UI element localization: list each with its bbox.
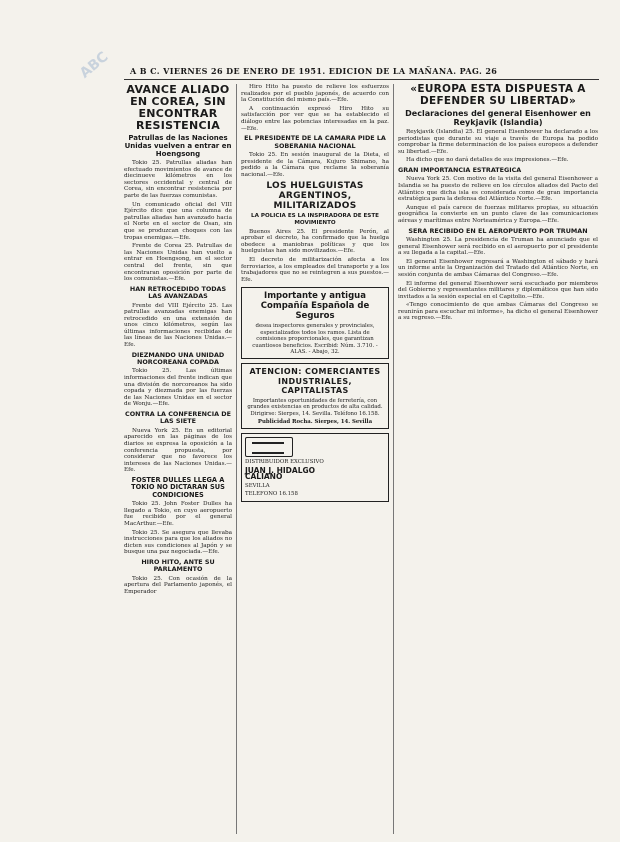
headline: «EUROPA ESTA DISPUESTA A DEFENDER SU LIBERTAD» xyxy=(410,84,586,107)
paragraph: Frente del VIII Ejército 25. Las patrullas avanzadas enemigas han retrocedido en una extensión de unos cinco kilómetros, según las últimas informaciones recibidas de las líneas de las Naciones Unidas.—Efe. xyxy=(124,302,232,349)
paragraph: Tokio 25. John Foster Dulles ha llegado a Tokio, en cuyo aeropuerto fue recibido por el general MacArthur.—Efe. xyxy=(124,501,232,527)
paragraph: Tokio 25. Con ocasión de la apertura del Parlamento japonés, el Emperador xyxy=(124,575,232,595)
paragraph: Ha dicho que no dará detalles de sus impresiones.—Efe. xyxy=(406,157,569,164)
headline: GRAN IMPORTANCIA ESTRATEGICA xyxy=(398,165,522,174)
column-right xyxy=(398,84,598,834)
ad-phone: TELEFONO 16.158 xyxy=(245,491,298,498)
paragraph: Tokio 25. Las últimas informaciones del frente indican que una división de norcoreanos ha sido copada y diezmada por las fuerzas de las Naciones Unidas en el sector de Wonju.—Efe. xyxy=(124,368,232,408)
advertisement-merchants xyxy=(241,363,389,429)
paragraph: Nueva York 25. En un editorial aparecido en las páginas de los diarios se expresa la oposición a la conferencia propuesta, por considerar que no favorece los intereses de las Naciones Unidas.—Efe. xyxy=(124,427,232,474)
paragraph: El general Eisenhower regresará a Washington el sábado y hará un informe ante la Organización del Tratado del Atlántico Norte, en sesión conjunta de ambas Cámaras del Congreso.—Efe. xyxy=(398,258,598,278)
paragraph: El decreto de militarización afecta a los ferroviarios, a los empleados del transporte y a los trabajadores que no se reintegren a sus puestos.—Efe. xyxy=(241,256,389,283)
paragraph: Frente de Corea 25. Patrullas de las Naciones Unidas han vuelto a entrar en Hoengsong, en el sector central del frente, sin que encontraran oposición por parte de los comunistas.—Efe. xyxy=(124,243,232,283)
headline: HAN RETROCEDIDO TODAS LAS AVANZADAS xyxy=(129,284,227,301)
watermark: ABC xyxy=(76,48,112,82)
headline: FOSTER DULLES LLEGA A TOKIO NO DICTARAN SUS CONDICIONES xyxy=(131,476,225,499)
paragraph: Aunque el país carece de fuerzas militares propias, su situación geográfica la convierte en un punto clave de las comunicaciones aéreas y marítimas entre Norteamérica y Europa.—Efe. xyxy=(398,204,598,224)
brand-logo-icon xyxy=(245,437,293,457)
paragraph: Un comunicado oficial del VIII Ejército dice que una columna de patrullas aliadas han avanzado hacia el Norte en el sector de Osan, sin que se produzcan choques con las tropas enemigas.—Efe. xyxy=(124,201,232,241)
headline: CONTRA LA CONFERENCIA DE LAS SIETE xyxy=(125,410,231,426)
header-rule xyxy=(124,79,599,80)
paragraph: Buenos Aires 25. El presidente Perón, al aprobar el decreto, ha confirmado que la huelga obedece a maniobras políticas y que los huelguistas han sido movilizados.—Efe. xyxy=(241,228,389,255)
paragraph: Tokio 25. En sesión inaugural de la Dieta, el presidente de la Cámara, Kujuro Shimano, ha pedido a la Cámara que reclame la soberanía nacional.—Efe. xyxy=(241,151,389,178)
headline: EL PRESIDENTE DE LA CAMARA PIDE LA SOBERANIA NACIONAL xyxy=(244,134,386,150)
paragraph: A continuación expresó Hiro Hito su satisfacción por ver que se ha establecido el diálogo entre las potencias interesadas en la paz.—Efe. xyxy=(241,105,389,132)
advertisement-insurance xyxy=(241,287,389,359)
headline: SERA RECIBIDO EN EL AEROPUERTO POR TRUMAN xyxy=(408,226,588,235)
headline: AVANCE ALIADO EN COREA, SIN ENCONTRAR RESISTENCIA xyxy=(126,84,230,132)
subheadline: Declaraciones del general Eisenhower en Reykjavik (Islandia) xyxy=(405,109,591,127)
column-divider xyxy=(393,84,394,834)
paragraph: «Tengo conocimiento de que ambas Cámaras del Congreso se reunirán para escuchar mi informe», ha dicho el general Eisenhower a su regreso.—Efe. xyxy=(398,302,598,322)
subheadline: LA POLICIA ES LA INSPIRADORA DE ESTE MOVIMIENTO xyxy=(251,213,379,226)
headline: DIEZMANDO UNA UNIDAD NORCOREANA COPADA xyxy=(131,350,225,367)
ad-title: ATENCION: COMERCIANTES INDUSTRIALES, CAPITALISTAS xyxy=(249,367,381,396)
paragraph: Tokio 25. Patrullas aliadas han efectuado movimientos de avance de diecinueve kilómetros en los sectores occidental y central de Corea, sin encontrar resistencia por parte de las fuerzas comunistas. xyxy=(124,160,232,199)
headline: HIRO HITO, ANTE SU PARLAMENTO xyxy=(141,557,215,574)
paragraph: Reykjavik (Islandia) 25. El general Eisenhower ha declarado a los periodistas que durante su viaje a través de Europa ha podido comprobar la firme determinación de los países europeos a defender su libertad.—Efe. xyxy=(398,129,598,155)
page-header: A B C. VIERNES 26 DE ENERO DE 1951. EDICION DE LA MAÑANA. PAG. 26 xyxy=(130,66,498,76)
advertisement-distributor xyxy=(241,433,389,501)
ad-brand: JUAN J. HIDALGO CALIANO xyxy=(245,465,316,482)
subheadline: Patrullas de las Naciones Unidas vuelven a entrar en Hoengsong xyxy=(124,134,232,158)
ad-title: Importante y antigua Compañía Española de Seguros xyxy=(260,291,370,322)
ad-body: Importantes oportunidades de ferretería, con grandes existencias en productos de alta calidad. Dirigirse: Sierpes, 14. Sevilla. Teléfono 16.158. xyxy=(247,397,383,417)
paragraph: Hiro Hito ha puesto de relieve los esfuerzos realizados por el pueblo japonés, de acuerdo con la Constitución del mismo país.—Efe. xyxy=(241,84,389,104)
column-divider xyxy=(236,84,237,834)
paragraph: Washington 25. La presidencia de Truman ha anunciado que el general Eisenhower será recibido en el aeropuerto por el presidente a su llegada a la capital.—Efe. xyxy=(398,236,598,257)
column-middle xyxy=(241,84,389,834)
ad-footer: Publicidad Rocha. Sierpes, 14. Sevilla xyxy=(257,419,373,426)
ad-city: SEVILLA xyxy=(245,483,270,490)
paragraph: Tokio 25. Se asegura que llevaba instrucciones para que los aliados no dicten sus condiciones al Japón y se busque una paz negociada.—Efe. xyxy=(124,529,232,556)
paragraph: El informe del general Eisenhower será escuchado por miembros del Gobierno y representantes militares y diplomáticos que han sido invitados a la sesión especial en el Capitolio.—Efe. xyxy=(398,280,598,300)
column-left xyxy=(124,84,232,834)
headline: LOS HUELGUISTAS ARGENTINOS, MILITARIZADOS xyxy=(266,181,364,212)
paragraph: Nueva York 25. Con motivo de la visita del general Eisenhower a Islandia se ha puesto de relieve en los círculos aliados del Pacto del Atlántico que dicha isla es considerada como de gran importancia estratégica para la defensa del Atlántico Norte.—Efe. xyxy=(398,176,598,203)
ad-body: desea inspectores generales y provinciales, especializados todos los ramos. Lista de comisiones proporcionales, que garantizan cuantiosos beneficios. Escribid: Núm. 3.710. - ALAS. - Abajo, 32. xyxy=(252,323,378,355)
ad-line: DISTRIBUIDOR EXCLUSIVO xyxy=(245,459,324,466)
